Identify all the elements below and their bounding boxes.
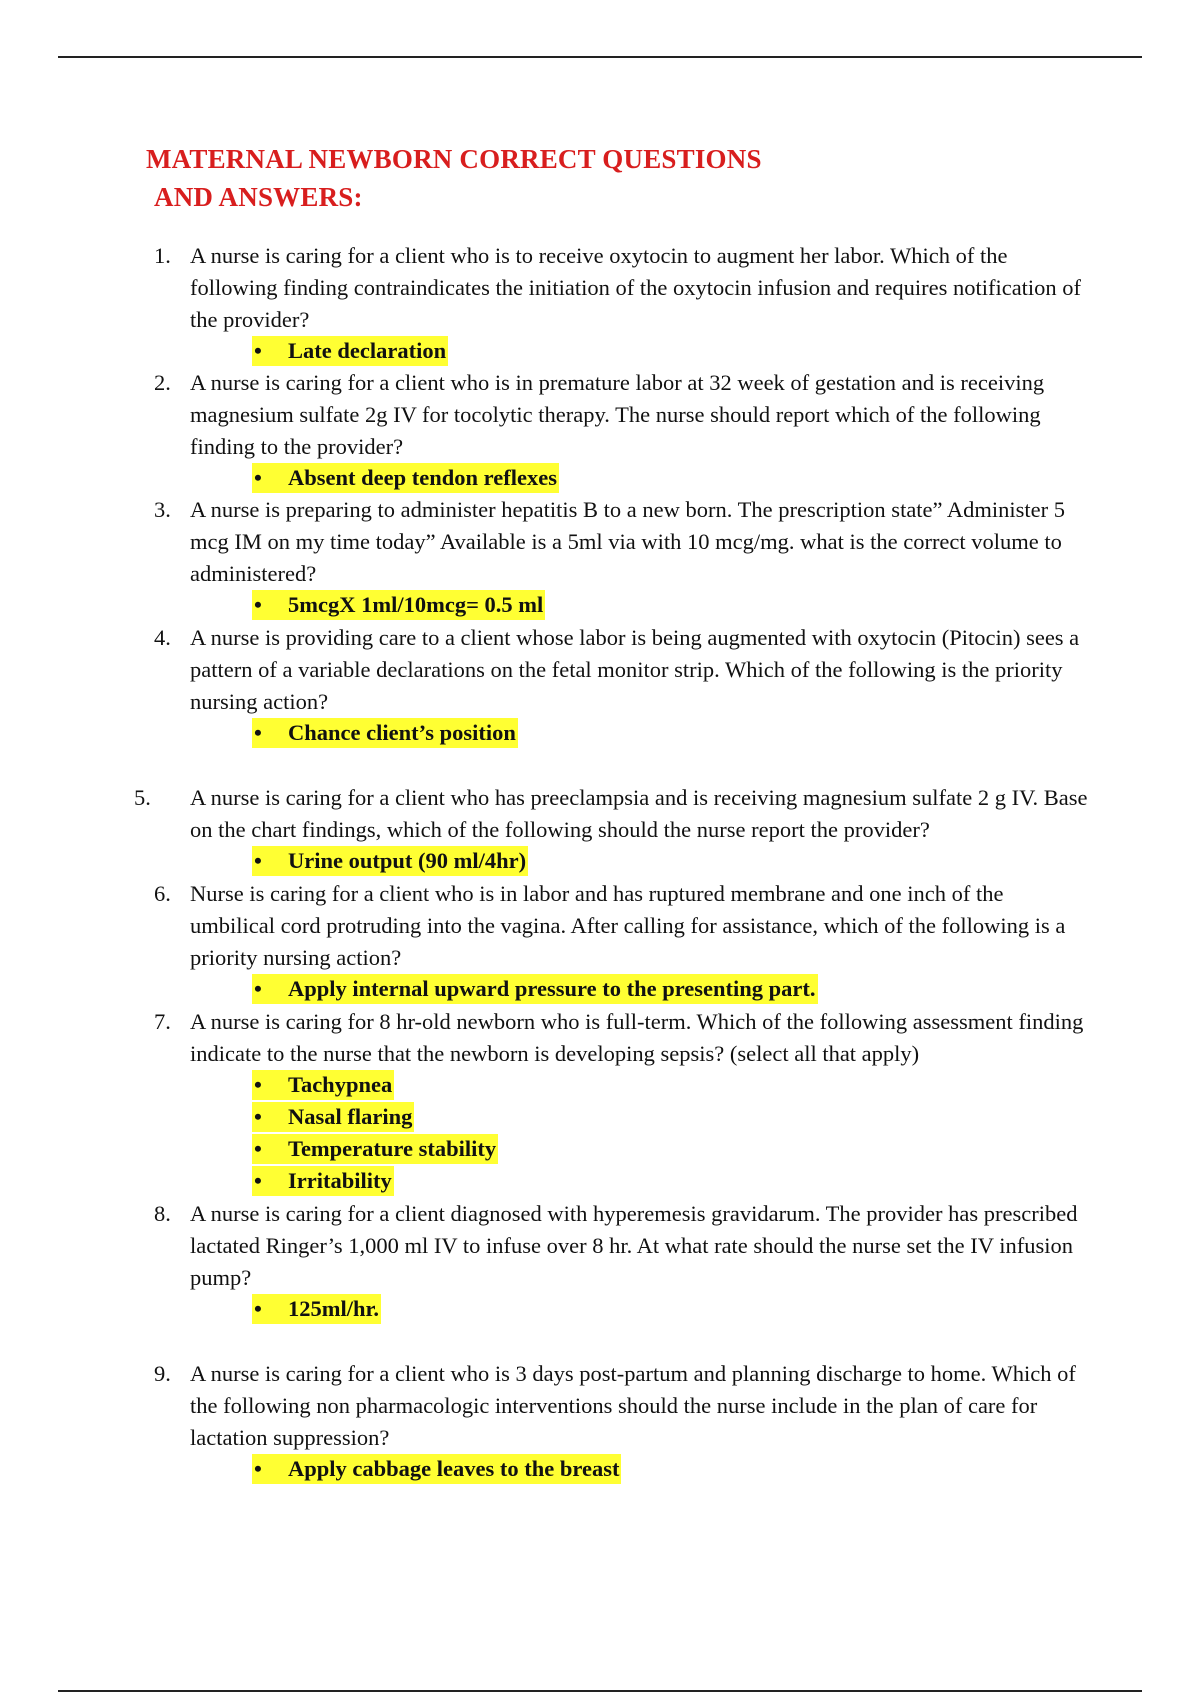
answer-item bbox=[252, 336, 1090, 368]
title-line-1: MATERNAL NEWBORN CORRECT QUESTIONS bbox=[146, 144, 762, 174]
answer-text: 5mcgX 1ml/10mcg= 0.5 ml bbox=[288, 590, 545, 620]
question-text: A nurse is caring for a client who is 3 days post-partum and planning discharge to home. Which of the following non pharmacologic interventions should the nurse include in the plan of care for lactation suppression? bbox=[190, 1361, 1076, 1450]
bullet-icon: • bbox=[252, 1102, 290, 1132]
question-5 bbox=[134, 782, 1090, 878]
answer-text: Late declaration bbox=[288, 336, 448, 366]
answer-text: Nasal flaring bbox=[288, 1102, 414, 1132]
answer-item bbox=[252, 1294, 1090, 1326]
question-number: 6. bbox=[154, 881, 171, 906]
answer-text: Absent deep tendon reflexes bbox=[288, 463, 559, 493]
document-title bbox=[146, 140, 762, 216]
bullet-icon: • bbox=[252, 463, 290, 493]
answer-item bbox=[252, 1134, 1090, 1166]
answer-item bbox=[252, 846, 1090, 878]
answer-text: Urine output (90 ml/4hr) bbox=[288, 846, 528, 876]
answer-text: Chance client’s position bbox=[288, 718, 518, 748]
answer-text: Temperature stability bbox=[288, 1134, 498, 1164]
question-9 bbox=[154, 1358, 1090, 1486]
answer-text: Apply cabbage leaves to the breast bbox=[288, 1454, 621, 1484]
bullet-icon: • bbox=[252, 1070, 290, 1100]
bullet-icon: • bbox=[252, 590, 290, 620]
question-number: 7. bbox=[154, 1009, 171, 1034]
question-number: 1. bbox=[154, 243, 171, 268]
question-7 bbox=[154, 1006, 1090, 1198]
question-text: A nurse is caring for a client who is to receive oxytocin to augment her labor. Which of the following finding contraindicates the initiation of the oxytocin infusion and requires notification of the provider? bbox=[190, 243, 1082, 332]
bullet-icon: • bbox=[252, 1454, 290, 1484]
answer-item bbox=[252, 974, 1090, 1006]
bullet-icon: • bbox=[252, 336, 290, 366]
question-number: 8. bbox=[154, 1201, 171, 1226]
answer-text: 125ml/hr. bbox=[288, 1294, 381, 1324]
question-2 bbox=[154, 367, 1090, 495]
answer-item bbox=[252, 1102, 1090, 1134]
question-number: 9. bbox=[154, 1361, 171, 1386]
question-text: A nurse is providing care to a client whose labor is being augmented with oxytocin (Pitocin) sees a pattern of a variable declarations on the fetal monitor strip. Which of the following is the priority nursing action? bbox=[190, 625, 1080, 714]
question-text: Nurse is caring for a client who is in labor and has ruptured membrane and one inch of the umbilical cord protruding into the vagina. After calling for assistance, which of the following is a priority nursing action? bbox=[190, 881, 1066, 970]
question-number: 3. bbox=[154, 497, 171, 522]
question-number: 4. bbox=[154, 625, 171, 650]
answer-text: Tachypnea bbox=[288, 1070, 394, 1100]
answer-item bbox=[252, 463, 1090, 495]
answer-item bbox=[252, 1166, 1090, 1198]
answer-text: Irritability bbox=[288, 1166, 394, 1196]
question-text: A nurse is caring for a client who is in premature labor at 32 week of gestation and is receiving magnesium sulfate 2g IV for tocolytic therapy. The nurse should report which of the following finding to the provider? bbox=[190, 370, 1045, 459]
question-text: A nurse is caring for 8 hr-old newborn who is full-term. Which of the following assessment finding indicate to the nurse that the newborn is developing sepsis? (select all that apply) bbox=[190, 1009, 1084, 1066]
answer-item bbox=[252, 1070, 1090, 1102]
bullet-icon: • bbox=[252, 718, 290, 748]
question-8 bbox=[154, 1198, 1090, 1326]
top-rule bbox=[58, 56, 1142, 58]
question-number: 2. bbox=[154, 370, 171, 395]
bullet-icon: • bbox=[252, 846, 290, 876]
question-1 bbox=[154, 240, 1090, 368]
question-text: A nurse is caring for a client who has preeclampsia and is receiving magnesium sulfate 2 g IV. Base on the chart findings, which of the following should the nurse report the provider? bbox=[190, 785, 1088, 842]
bullet-icon: • bbox=[252, 1134, 290, 1164]
answer-text: Apply internal upward pressure to the presenting part. bbox=[288, 974, 818, 1004]
question-6 bbox=[154, 878, 1090, 1006]
question-3 bbox=[154, 494, 1090, 622]
question-4 bbox=[154, 622, 1090, 750]
answer-item bbox=[252, 718, 1090, 750]
bullet-icon: • bbox=[252, 1166, 290, 1196]
bottom-rule bbox=[58, 1690, 1142, 1692]
question-number: 5. bbox=[134, 785, 151, 810]
title-line-2: AND ANSWERS: bbox=[154, 182, 363, 212]
bullet-icon: • bbox=[252, 1294, 290, 1324]
answer-item bbox=[252, 1454, 1090, 1486]
bullet-icon: • bbox=[252, 974, 290, 1004]
question-text: A nurse is preparing to administer hepatitis B to a new born. The prescription state” Administer 5 mcg IM on my time today” Available is a 5ml via with 10 mcg/mg. what is the correct volume to administered? bbox=[190, 497, 1066, 586]
question-text: A nurse is caring for a client diagnosed with hyperemesis gravidarum. The provider has prescribed lactated Ringer’s 1,000 ml IV to infuse over 8 hr. At what rate should the nurse set the IV infusion pump? bbox=[190, 1201, 1078, 1290]
answer-item bbox=[252, 590, 1090, 622]
